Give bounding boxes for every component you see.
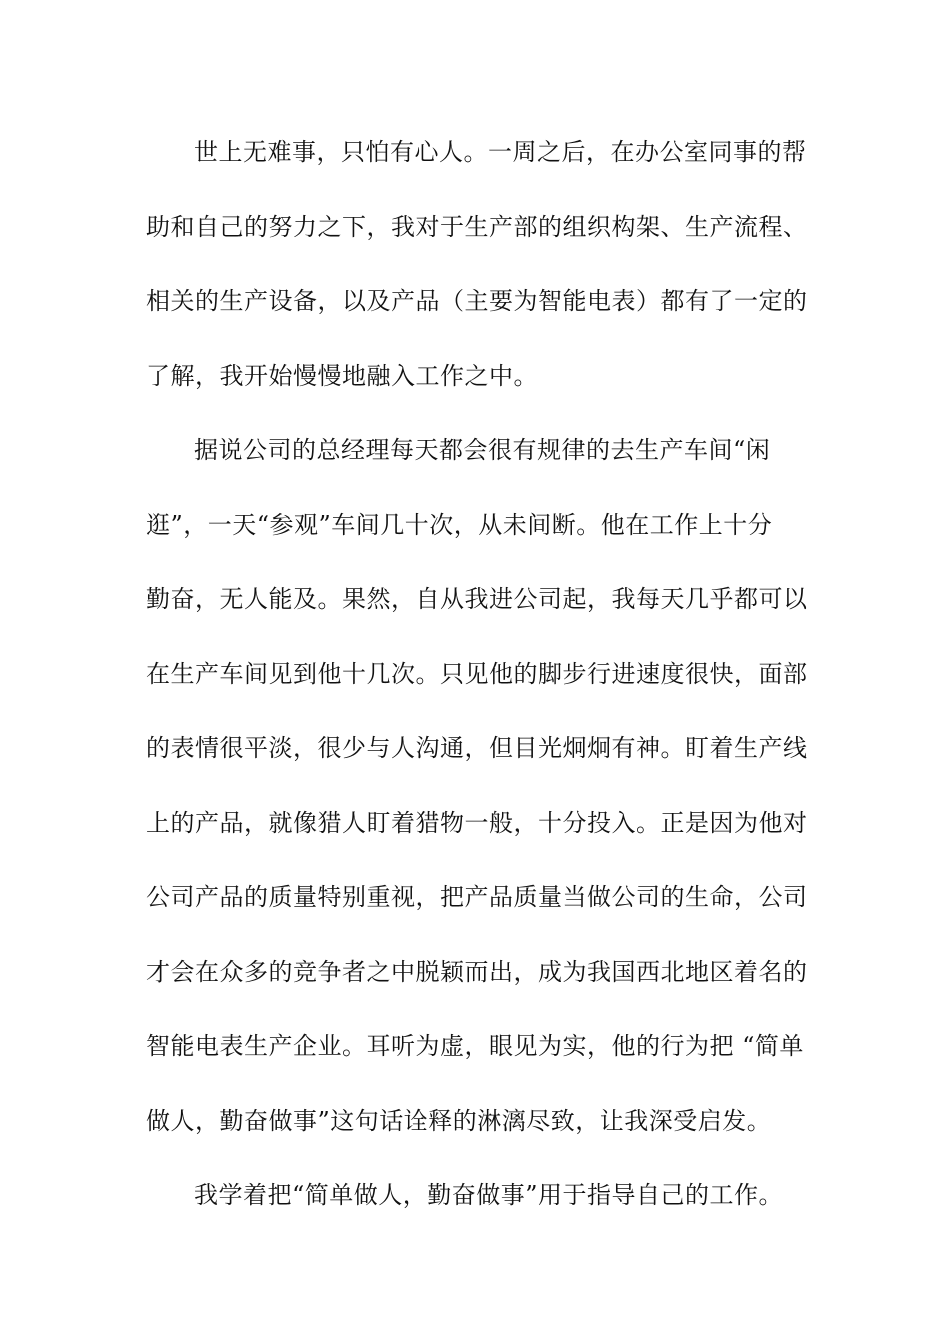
paragraph-1 xyxy=(146,127,816,425)
text-line: 勤奋，无人能及。果然，自从我进公司起，我每天几乎都可以 xyxy=(146,585,808,613)
text-line: 逛”，一天“参观”车间几十次，从未间断。他在工作上十分 xyxy=(146,510,773,539)
text-line: 了解，我开始慢慢地融入工作之中。 xyxy=(146,361,538,390)
text-line: 助和自己的努力之下，我对于生产部的组织构架、生产流程、 xyxy=(146,212,808,241)
text-line: 上的产品，就像猎人盯着猎物一般，十分投入。正是因为他对 xyxy=(146,808,808,837)
text-line: 的表情很平淡，很少与人沟通，但目光炯炯有神。盯着生产线 xyxy=(146,734,808,762)
paragraph-3 xyxy=(146,1170,816,1245)
text-line: 在生产车间见到他十几次。只见他的脚步行进速度很快，面部 xyxy=(146,659,808,688)
text-line: 我学着把“简单做人，勤奋做事”用于指导自己的工作。 xyxy=(194,1181,784,1209)
text-line: 世上无难事，只怕有心人。一周之后，在办公室同事的帮 xyxy=(194,138,807,166)
text-line: 据说公司的总经理每天都会很有规律的去生产车间“闲 xyxy=(194,436,771,464)
text-line: 智能电表生产企业。耳听为虚，眼见为实，他的行为把 “简单 xyxy=(146,1032,804,1060)
text-line: 才会在众多的竞争者之中脱颖而出，成为我国西北地区着名的 xyxy=(146,957,808,986)
text-line: 做人，勤奋做事”这句话诠释的淋漓尽致，让我深受启发。 xyxy=(146,1106,772,1135)
text-line: 相关的生产设备，以及产品（主要为智能电表）都有了一定的 xyxy=(146,287,808,315)
paragraph-2 xyxy=(146,425,816,1170)
document-body xyxy=(146,127,816,1245)
text-line: 公司产品的质量特别重视，把产品质量当做公司的生命，公司 xyxy=(146,883,808,911)
